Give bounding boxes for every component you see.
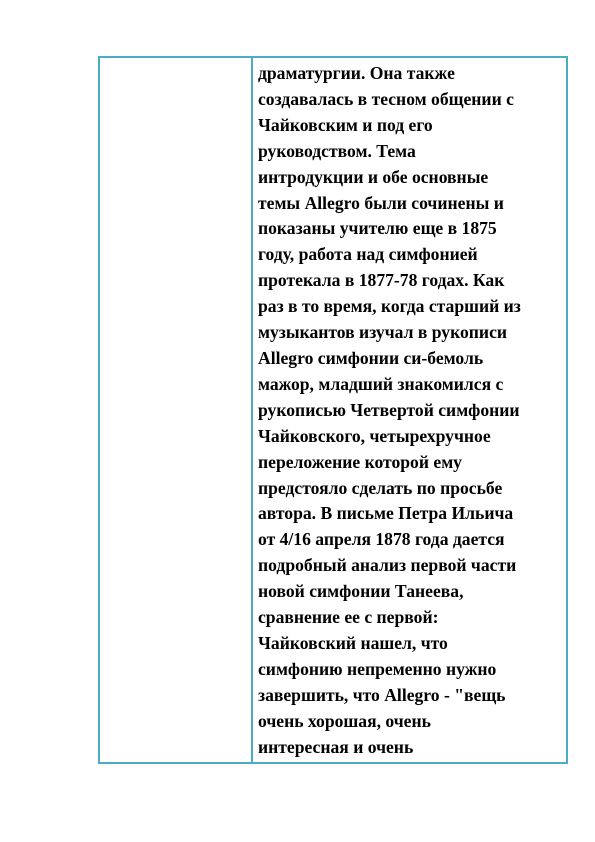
text-line: интродукции и обе основные (258, 166, 489, 187)
text-line: мажор, младший знакомился с (258, 373, 504, 394)
text-line: Чайковским и под его (258, 114, 433, 135)
text-line: интересная и очень (258, 736, 414, 757)
text-line: очень хорошая, очень (258, 710, 431, 731)
text-line: раз в то время, когда старший из (258, 296, 521, 317)
text-line: завершить, что Allegro - "вещь (258, 684, 506, 705)
text-line: драматургии. Она также (258, 63, 455, 83)
text-line: протекала в 1877-78 годах. Как (258, 270, 505, 291)
text-line: от 4/16 апреля 1878 года дается (258, 529, 505, 550)
text-line: подробный анализ первой части (258, 555, 517, 576)
table-cell-right (253, 58, 566, 762)
text-line: руководством. Тема (258, 140, 416, 161)
text-line: показаны учителю еще в 1875 (258, 218, 497, 239)
text-line: Allegro симфонии си-бемоль (258, 347, 484, 368)
text-line: переложение которой ему (258, 451, 462, 472)
text-line: предстояло сделать по просьбе (258, 477, 503, 498)
text-line: музыкантов изучал в рукописи (258, 322, 508, 343)
text-line: рукописью Четвертой симфонии (258, 399, 520, 420)
text-line: сравнение ее с первой: (258, 607, 439, 628)
text-line: автора. В письме Петра Ильича (258, 503, 514, 524)
text-line: новой симфонии Танеева, (258, 581, 464, 602)
text-line: создавалась в тесном общении с (258, 88, 514, 109)
text-line: году, работа над симфонией (258, 244, 478, 265)
table-cell-left (100, 58, 253, 762)
content-table (98, 56, 568, 764)
text-line: Чайковского, четырехручное (258, 425, 491, 446)
text-line: Чайковский нашел, что (258, 632, 448, 653)
text-line: симфонию непременно нужно (258, 658, 497, 679)
text-line: темы Allegro были сочинены и (258, 192, 504, 213)
